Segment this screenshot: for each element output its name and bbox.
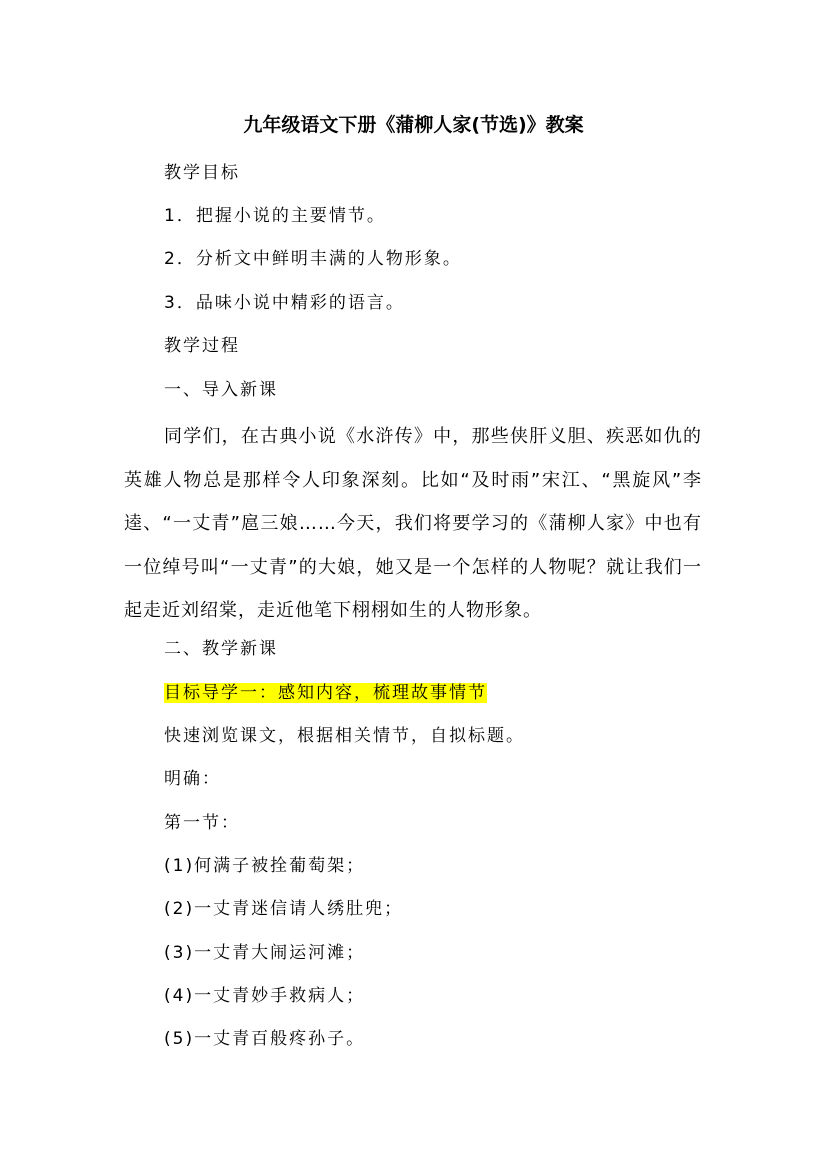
goal-item-2: 2．分析文中鲜明丰满的人物形象。	[164, 249, 462, 269]
goals-heading: 教学目标	[164, 163, 240, 183]
plot-item-4: (4)一丈青妙手救病人；	[164, 986, 366, 1006]
target-heading	[164, 680, 487, 706]
target-heading-highlight: 目标导学一：感知内容，梳理故事情节	[164, 683, 487, 703]
goal-item-1: 1．把握小说的主要情节。	[164, 206, 386, 226]
section1-heading: 一、导入新课	[164, 380, 278, 400]
process-heading: 教学过程	[164, 336, 240, 356]
plot-item-1: (1)何满子被拴葡萄架；	[164, 856, 366, 876]
plot-item-5: (5)一丈青百般疼孙子。	[164, 1029, 366, 1049]
document-title: 九年级语文下册《蒲柳人家(节选)》教案	[243, 114, 584, 136]
plot-item-3: (3)一丈青大闹运河滩；	[164, 943, 366, 963]
section2-heading: 二、教学新课	[164, 639, 278, 659]
part-label: 第一节：	[164, 813, 240, 833]
plot-item-2: (2)一丈青迷信请人绣肚兜；	[164, 899, 404, 919]
task-text: 快速浏览课文，根据相关情节，自拟标题。	[164, 726, 525, 746]
intro-paragraph: 同学们，在古典小说《水浒传》中，那些侠肝义胆、疾恶如仇的英雄人物总是那样令人印象深刻。比如“及时雨”宋江、“黑旋风”李逵、“一丈青”扈三娘……今天，我们将要学习的《蒲柳人家》中也有一位绰号叫“一丈青”的大娘，她又是一个怎样的人物呢？就让我们一起走近刘绍棠，走近他笔下栩栩如生的人物形象。	[124, 426, 702, 621]
goal-item-3: 3．品味小说中精彩的语言。	[164, 293, 405, 313]
clarify-label: 明确：	[164, 769, 221, 789]
